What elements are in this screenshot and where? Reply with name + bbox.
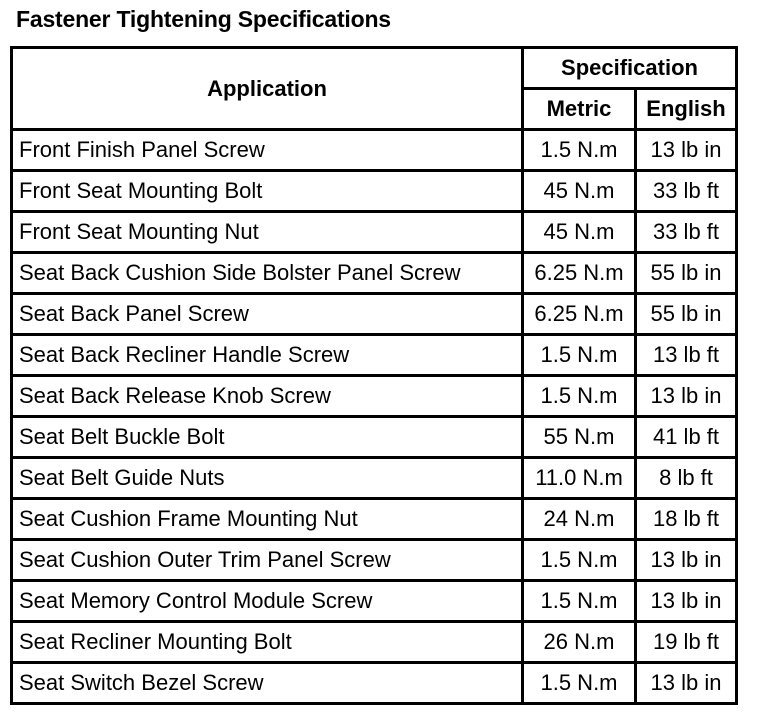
english-header: English [636, 89, 737, 130]
table-row [12, 663, 737, 704]
spec-table-body [12, 130, 737, 704]
metric-cell: 1.5 N.m [523, 540, 636, 581]
english-cell: 19 lb ft [636, 622, 737, 663]
table-row [12, 499, 737, 540]
application-cell: Seat Belt Buckle Bolt [12, 417, 523, 458]
application-cell: Seat Recliner Mounting Bolt [12, 622, 523, 663]
application-cell: Seat Back Release Knob Screw [12, 376, 523, 417]
application-cell: Front Seat Mounting Nut [12, 212, 523, 253]
metric-cell: 1.5 N.m [523, 335, 636, 376]
english-cell: 13 lb in [636, 540, 737, 581]
specification-header: Specification [523, 48, 737, 89]
application-cell: Seat Cushion Frame Mounting Nut [12, 499, 523, 540]
metric-cell: 45 N.m [523, 212, 636, 253]
table-row [12, 130, 737, 171]
application-header: Application [12, 48, 523, 130]
table-row [12, 253, 737, 294]
metric-cell: 6.25 N.m [523, 253, 636, 294]
english-cell: 55 lb in [636, 253, 737, 294]
english-cell: 33 lb ft [636, 171, 737, 212]
table-row [12, 376, 737, 417]
table-row [12, 622, 737, 663]
metric-cell: 6.25 N.m [523, 294, 636, 335]
header-row [12, 48, 737, 89]
page-title: Fastener Tightening Specifications [16, 6, 391, 32]
metric-header: Metric [523, 89, 636, 130]
application-cell: Seat Back Panel Screw [12, 294, 523, 335]
application-cell: Front Seat Mounting Bolt [12, 171, 523, 212]
application-cell: Seat Switch Bezel Screw [12, 663, 523, 704]
english-cell: 13 lb in [636, 581, 737, 622]
table-row [12, 458, 737, 499]
application-cell: Front Finish Panel Screw [12, 130, 523, 171]
english-cell: 13 lb in [636, 376, 737, 417]
table-row [12, 335, 737, 376]
table-row [12, 212, 737, 253]
application-cell: Seat Cushion Outer Trim Panel Screw [12, 540, 523, 581]
metric-cell: 1.5 N.m [523, 581, 636, 622]
table-row [12, 171, 737, 212]
metric-cell: 24 N.m [523, 499, 636, 540]
english-cell: 41 lb ft [636, 417, 737, 458]
application-cell: Seat Back Recliner Handle Screw [12, 335, 523, 376]
table-row [12, 581, 737, 622]
metric-cell: 1.5 N.m [523, 130, 636, 171]
metric-cell: 26 N.m [523, 622, 636, 663]
metric-cell: 11.0 N.m [523, 458, 636, 499]
application-cell: Seat Back Cushion Side Bolster Panel Screw [12, 253, 523, 294]
metric-cell: 55 N.m [523, 417, 636, 458]
table-row [12, 540, 737, 581]
english-cell: 13 lb ft [636, 335, 737, 376]
metric-cell: 1.5 N.m [523, 663, 636, 704]
table-row [12, 417, 737, 458]
english-cell: 18 lb ft [636, 499, 737, 540]
metric-cell: 1.5 N.m [523, 376, 636, 417]
application-cell: Seat Belt Guide Nuts [12, 458, 523, 499]
english-cell: 8 lb ft [636, 458, 737, 499]
english-cell: 55 lb in [636, 294, 737, 335]
table-row [12, 294, 737, 335]
application-cell: Seat Memory Control Module Screw [12, 581, 523, 622]
english-cell: 33 lb ft [636, 212, 737, 253]
english-cell: 13 lb in [636, 130, 737, 171]
english-cell: 13 lb in [636, 663, 737, 704]
metric-cell: 45 N.m [523, 171, 636, 212]
spec-table [10, 46, 738, 705]
